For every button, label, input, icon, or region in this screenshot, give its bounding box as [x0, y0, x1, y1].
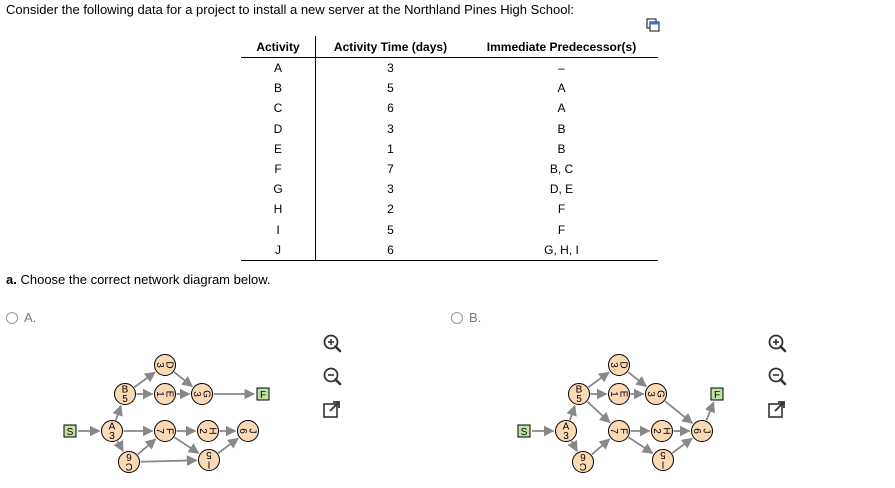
- cell-activity: F: [241, 159, 316, 179]
- copy-icon[interactable]: [646, 18, 660, 32]
- table-row: [241, 58, 658, 79]
- cell-activity: D: [241, 119, 316, 139]
- node-time: 7: [608, 428, 619, 434]
- cell-predecessors: B: [557, 141, 566, 156]
- cell-predecessors: F: [557, 222, 566, 237]
- cell-activity: B: [241, 78, 316, 98]
- cell-activity: E: [241, 139, 316, 159]
- node-i: [653, 449, 674, 471]
- option-b-radio[interactable]: [451, 312, 463, 324]
- node-letter: B: [575, 384, 583, 396]
- option-b-label: B.: [469, 310, 482, 325]
- node-letter: F: [617, 427, 629, 435]
- cell-time: 2: [387, 202, 394, 217]
- option-b[interactable]: [451, 310, 481, 325]
- finish-node: [711, 388, 723, 401]
- cell-time: 3: [387, 182, 394, 197]
- option-a-label: A.: [24, 310, 37, 325]
- table-row: [241, 220, 658, 240]
- node-letter: G: [200, 390, 212, 398]
- column-header-activity: Activity: [241, 36, 316, 58]
- node-letter: J: [700, 428, 712, 434]
- cell-time: 6: [316, 240, 466, 261]
- cell-time: 1: [387, 141, 394, 156]
- node-letter: H: [206, 427, 218, 435]
- node-b: [115, 384, 136, 406]
- cell-time: 5: [387, 222, 394, 237]
- table-row: [241, 119, 658, 139]
- open-external-icon[interactable]: [321, 399, 343, 421]
- activity-table: [241, 36, 658, 261]
- arrow-a-b: [570, 406, 575, 420]
- subquestion-letter: a.: [6, 272, 17, 287]
- cell-activity: J: [241, 240, 316, 261]
- node-time: 1: [154, 391, 165, 397]
- cell-time: 6: [387, 101, 394, 116]
- node-time: 5: [206, 449, 212, 460]
- node-time: 3: [191, 391, 202, 397]
- arrow-i-j: [672, 438, 692, 453]
- node-f: [154, 421, 176, 442]
- node-time: 6: [126, 451, 132, 462]
- cell-activity: H: [241, 199, 316, 219]
- node-letter: B: [121, 384, 129, 396]
- cell-activity: A: [241, 58, 316, 79]
- node-a: [556, 421, 577, 443]
- cell-time: 3: [387, 121, 394, 136]
- node-b: [569, 384, 590, 406]
- column-header-predecessors: Immediate Predecessor(s): [465, 36, 658, 58]
- node-time: 6: [580, 451, 586, 462]
- cell-time: 7: [387, 162, 394, 177]
- arrow-j-fin: [706, 402, 713, 420]
- column-header-time: Activity Time (days): [316, 36, 466, 58]
- zoom-in-icon[interactable]: [321, 333, 343, 355]
- cell-time: 5: [387, 81, 394, 96]
- table-row: [241, 139, 658, 159]
- node-time: 3: [109, 431, 115, 442]
- node-letter: C: [125, 460, 133, 472]
- subquestion-text: Choose the correct network diagram below.: [20, 272, 271, 287]
- node-letter: I: [661, 458, 665, 470]
- node-c: [119, 451, 140, 473]
- question-text: Consider the following data for a project to install a new server at the Northland Pines High School:: [6, 2, 574, 17]
- arrow-b-d: [134, 372, 155, 387]
- node-letter: J: [246, 428, 258, 434]
- node-time: 1: [608, 391, 619, 397]
- node-letter: F: [163, 427, 175, 435]
- option-a[interactable]: [6, 310, 36, 325]
- node-d: [608, 355, 630, 376]
- arrow-g-j: [665, 401, 692, 423]
- arrow-i-j: [218, 438, 238, 453]
- arrow-a-c: [118, 441, 123, 451]
- arrow-b-f: [587, 402, 609, 423]
- node-j: [237, 421, 259, 442]
- arrow-d-g: [628, 372, 646, 386]
- terminal-label: S: [66, 426, 74, 438]
- zoom-out-icon[interactable]: [766, 366, 788, 388]
- node-a: [102, 421, 123, 443]
- node-g: [191, 384, 213, 405]
- node-j: [691, 421, 713, 442]
- arrow-c-i: [140, 460, 196, 461]
- table-row: [241, 199, 658, 219]
- cell-predecessors: –: [558, 61, 565, 76]
- terminal-label: F: [259, 389, 267, 401]
- node-time: 3: [563, 431, 569, 442]
- table-header-row: [241, 36, 658, 58]
- cell-predecessors: G, H, I: [465, 240, 658, 261]
- cell-time: 3: [387, 61, 394, 76]
- node-f: [608, 421, 630, 442]
- node-letter: C: [579, 460, 587, 472]
- subquestion: [6, 272, 270, 287]
- node-d: [154, 355, 176, 376]
- cell-predecessors: F: [557, 202, 566, 217]
- start-node: [64, 425, 76, 438]
- table-row: [241, 240, 658, 261]
- node-i: [199, 449, 220, 471]
- start-node: [518, 425, 530, 438]
- node-time: 7: [154, 428, 165, 434]
- node-time: 3: [645, 391, 656, 397]
- cell-predecessors: D, E: [549, 182, 574, 197]
- node-letter: D: [617, 361, 629, 369]
- node-h: [197, 421, 219, 442]
- cell-predecessors: A: [557, 81, 566, 96]
- node-time: 5: [576, 394, 582, 405]
- cell-predecessors: B, C: [549, 162, 574, 177]
- node-letter: A: [108, 421, 116, 433]
- node-e: [154, 384, 176, 405]
- node-time: 5: [660, 449, 666, 460]
- table-row: [241, 78, 658, 98]
- node-letter: H: [660, 427, 672, 435]
- node-g: [645, 384, 667, 405]
- node-time: 6: [691, 428, 702, 434]
- network-diagram-a: [62, 330, 282, 480]
- node-letter: A: [562, 421, 570, 433]
- arrow-b-d: [588, 372, 609, 387]
- node-time: 3: [154, 362, 165, 368]
- node-letter: E: [163, 390, 175, 398]
- arrow-d-g: [174, 372, 192, 386]
- cell-activity: G: [241, 179, 316, 199]
- node-letter: E: [617, 390, 629, 398]
- cell-activity: I: [241, 220, 316, 240]
- node-letter: G: [654, 390, 666, 398]
- terminal-label: F: [713, 389, 721, 401]
- node-time: 6: [237, 428, 248, 434]
- table-row: [241, 159, 658, 179]
- node-e: [608, 384, 630, 405]
- open-external-icon[interactable]: [766, 399, 788, 421]
- node-time: 5: [122, 394, 128, 405]
- zoom-in-icon[interactable]: [766, 333, 788, 355]
- arrow-a-b: [116, 406, 121, 420]
- arrow-c-f: [138, 439, 156, 454]
- cell-predecessors: B: [557, 121, 566, 136]
- node-time: 2: [197, 428, 208, 434]
- cell-activity: C: [241, 98, 316, 118]
- network-diagram-b: [516, 330, 736, 480]
- arrow-f-i: [175, 437, 199, 453]
- node-h: [651, 421, 673, 442]
- terminal-label: S: [520, 426, 528, 438]
- arrow-f-i: [629, 437, 653, 453]
- cell-predecessors: A: [557, 101, 566, 116]
- zoom-out-icon[interactable]: [321, 366, 343, 388]
- table-row: [241, 179, 658, 199]
- node-time: 2: [651, 428, 662, 434]
- node-c: [573, 451, 594, 473]
- option-a-radio[interactable]: [6, 312, 18, 324]
- node-letter: I: [207, 458, 211, 470]
- arrow-a-c: [572, 441, 577, 451]
- node-letter: D: [163, 361, 175, 369]
- finish-node: [257, 388, 269, 401]
- arrow-c-f: [592, 439, 610, 454]
- table-row: [241, 98, 658, 118]
- node-time: 3: [608, 362, 619, 368]
